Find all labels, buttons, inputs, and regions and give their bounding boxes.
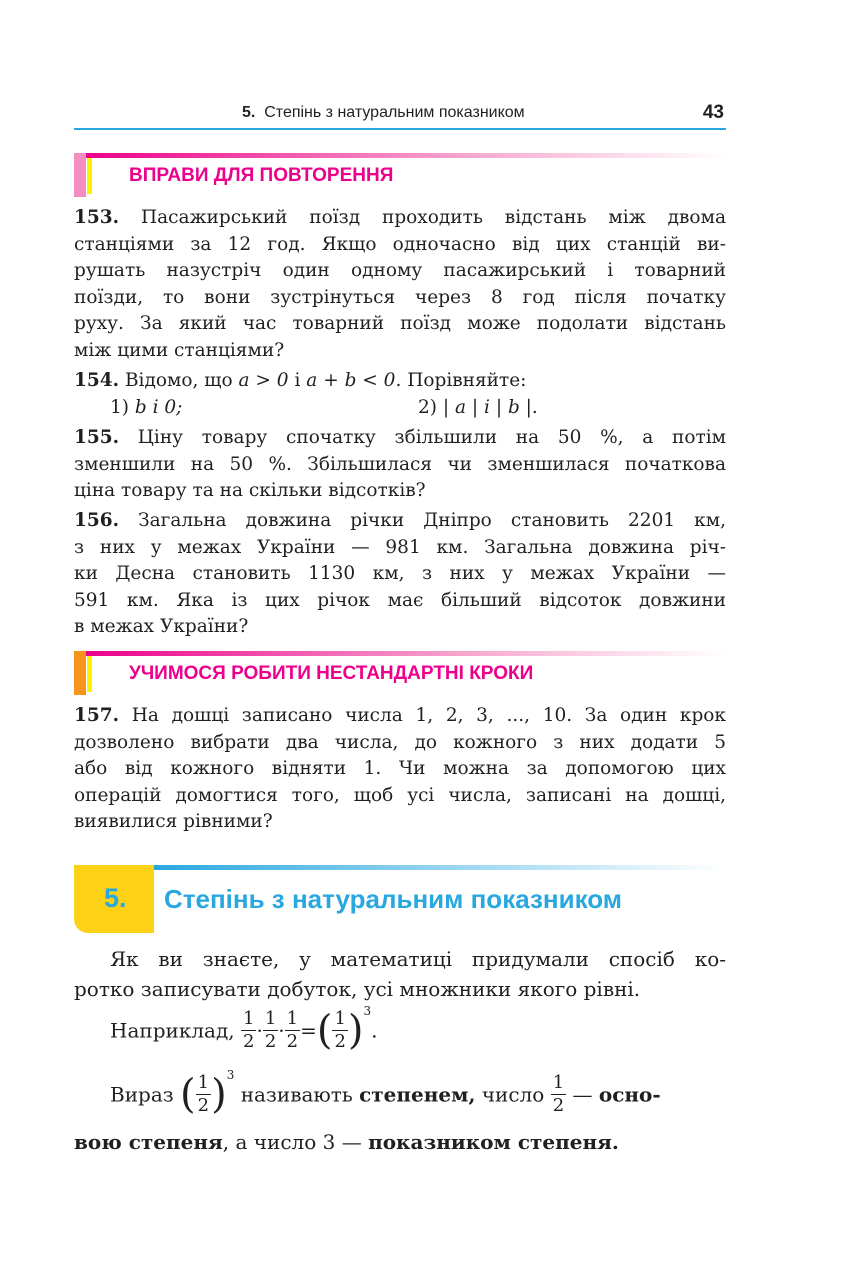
term-base-part: осно- (598, 1082, 661, 1107)
text-line: поїзди, то вони зустрінуться через 8 год після початку (74, 286, 726, 308)
example-formula (110, 1004, 378, 1068)
fraction (241, 1008, 256, 1053)
banner-title: УЧИМОСЯ РОБИТИ НЕСТАНДАРТНІ КРОКИ (129, 663, 534, 684)
section-gradient (154, 865, 726, 870)
denominator: 2 (197, 1095, 210, 1116)
banner-marker (74, 651, 86, 695)
exponent: 3 (363, 1004, 372, 1018)
word: число (481, 1082, 545, 1107)
denominator: 2 (264, 1031, 277, 1052)
term-exponent: показником степеня (368, 1130, 612, 1154)
fraction (263, 1008, 278, 1053)
term-base: вою степеня (74, 1130, 223, 1154)
exercise-number: 157. (74, 705, 120, 726)
exponent: 3 (226, 1068, 235, 1082)
word: , а число 3 — (222, 1130, 362, 1154)
intro-text: Відомо, що (124, 370, 233, 391)
banner-yellow-bar (87, 656, 92, 692)
numerator: 1 (264, 1008, 277, 1029)
period: . (371, 1018, 378, 1043)
banner-marker (74, 153, 86, 197)
left-paren: ( (316, 1007, 333, 1054)
item-text: b і 0; (134, 396, 183, 418)
text-line: рушать назустріч один одному пасажирський і товарний (74, 260, 726, 282)
denominator: 2 (243, 1031, 255, 1052)
denominator: 2 (334, 1031, 346, 1052)
line-text: Пасажирський поїзд проходить відстань між двома (140, 207, 726, 228)
text-line: Як ви знаєте, у математиці придумали спосіб ко- (110, 947, 726, 971)
text-line: між цими станціями? (74, 339, 285, 361)
exercise-154 (74, 368, 726, 421)
banner-yellow-bar (87, 158, 92, 194)
running-head (242, 104, 525, 122)
fraction (332, 1008, 347, 1053)
header-rule (74, 128, 726, 130)
fraction (551, 1072, 566, 1117)
numerator: 1 (552, 1072, 565, 1093)
text-line: в межах України? (74, 616, 249, 638)
right-paren: ) (347, 1007, 364, 1054)
exercise-155 (74, 425, 726, 505)
dot-operator: · (256, 1018, 263, 1043)
item-2 (418, 395, 538, 422)
banner-gradient (86, 651, 726, 656)
text-line: 591 км. Яка із цих річок має більший відсоток довжини (74, 589, 726, 611)
banner-gradient (86, 153, 726, 158)
line-text: Ціну товару спочатку збільшили на 50 %, а потім (137, 427, 726, 448)
period: . (611, 1130, 619, 1154)
banner-title: ВПРАВИ ДЛЯ ПОВТОРЕННЯ (129, 165, 394, 186)
denominator: 2 (552, 1095, 565, 1116)
text-line: операцій домогтися того, щоб усі числа, записані на дошці, (74, 784, 726, 806)
section-heading (74, 865, 726, 937)
condition-2: a + b < 0 (306, 370, 396, 391)
text-line: з них у межах України — 981 км. Загальна довжина річ- (74, 536, 726, 558)
page-number: 43 (702, 102, 724, 123)
dot-operator: · (278, 1018, 285, 1043)
left-paren: ( (180, 1071, 196, 1118)
text-line (74, 368, 726, 395)
and-word: і (294, 370, 301, 391)
exercise-number: 154. (74, 370, 120, 391)
line-text: На дошці записано числа 1, 2, 3, ..., 10. За один крок (131, 705, 726, 726)
text-line: ки Десна становить 1130 км, з них у межах України — (74, 563, 726, 585)
word: Вираз (110, 1082, 174, 1107)
text-line: виявилися рівними? (74, 811, 273, 833)
item-text: | a | і | b |. (442, 396, 538, 418)
text-line: станціями за 12 год. Якщо одночасно від цих станцій ви- (74, 233, 726, 255)
exercise-157 (74, 703, 726, 836)
item-label: 1) (110, 396, 129, 418)
text-line: руху. За який час товарний поїзд може подолати відстань (74, 313, 726, 335)
exercise-number: 153. (74, 207, 120, 228)
term-power: степенем, (359, 1082, 476, 1107)
section-title: Степінь з натуральним показником (164, 884, 623, 914)
exercise-number: 156. (74, 510, 120, 531)
fraction (285, 1008, 300, 1053)
exercise-number: 155. (74, 427, 120, 448)
text-line: зменшили на 50 %. Збільшилася чи зменшилася початкова (74, 453, 726, 475)
chapter-number: 5. (242, 104, 256, 121)
review-exercises-banner (74, 153, 726, 197)
text-line: ціна товару та на скільки відсотків? (74, 480, 426, 502)
condition-1: a > 0 (238, 370, 289, 391)
numerator: 1 (286, 1008, 299, 1029)
text-line (74, 508, 726, 535)
text-line (74, 205, 726, 232)
text-line: або від кожного відняти 1. Чи можна за допомогою цих (74, 758, 726, 780)
definition-line-1 (110, 1068, 726, 1132)
right-paren: ) (211, 1071, 227, 1118)
line-text: Загальна довжина річки Дніпро становить 2201 км, (138, 510, 726, 531)
dash: — (572, 1082, 593, 1107)
item-1 (110, 395, 182, 422)
section-number: 5. (104, 883, 127, 913)
text-line (74, 703, 726, 730)
page-header (74, 100, 726, 130)
example-label: Наприклад, (110, 1018, 235, 1043)
numerator: 1 (243, 1008, 255, 1029)
equals-sign: = (300, 1018, 317, 1043)
compare-text: . Порівняйте: (395, 370, 527, 391)
item-label: 2) (418, 396, 437, 418)
definition-line-2 (74, 1130, 619, 1154)
chapter-title: Степінь з натуральним показником (264, 104, 525, 121)
word: називають (240, 1082, 353, 1107)
fraction (196, 1072, 211, 1117)
nonstandard-steps-banner (74, 651, 726, 695)
denominator: 2 (286, 1031, 299, 1052)
exercise-156 (74, 508, 726, 641)
text-line (74, 425, 726, 452)
numerator: 1 (334, 1008, 346, 1029)
exercise-153 (74, 205, 726, 365)
text-line: ротко записувати добуток, усі множники якого рівні. (74, 977, 641, 1001)
numerator: 1 (197, 1072, 210, 1093)
intro-paragraph (74, 944, 726, 1004)
text-line (74, 395, 726, 422)
text-line: дозволено вибрати два числа, до кожного з них додати 5 (74, 731, 726, 753)
